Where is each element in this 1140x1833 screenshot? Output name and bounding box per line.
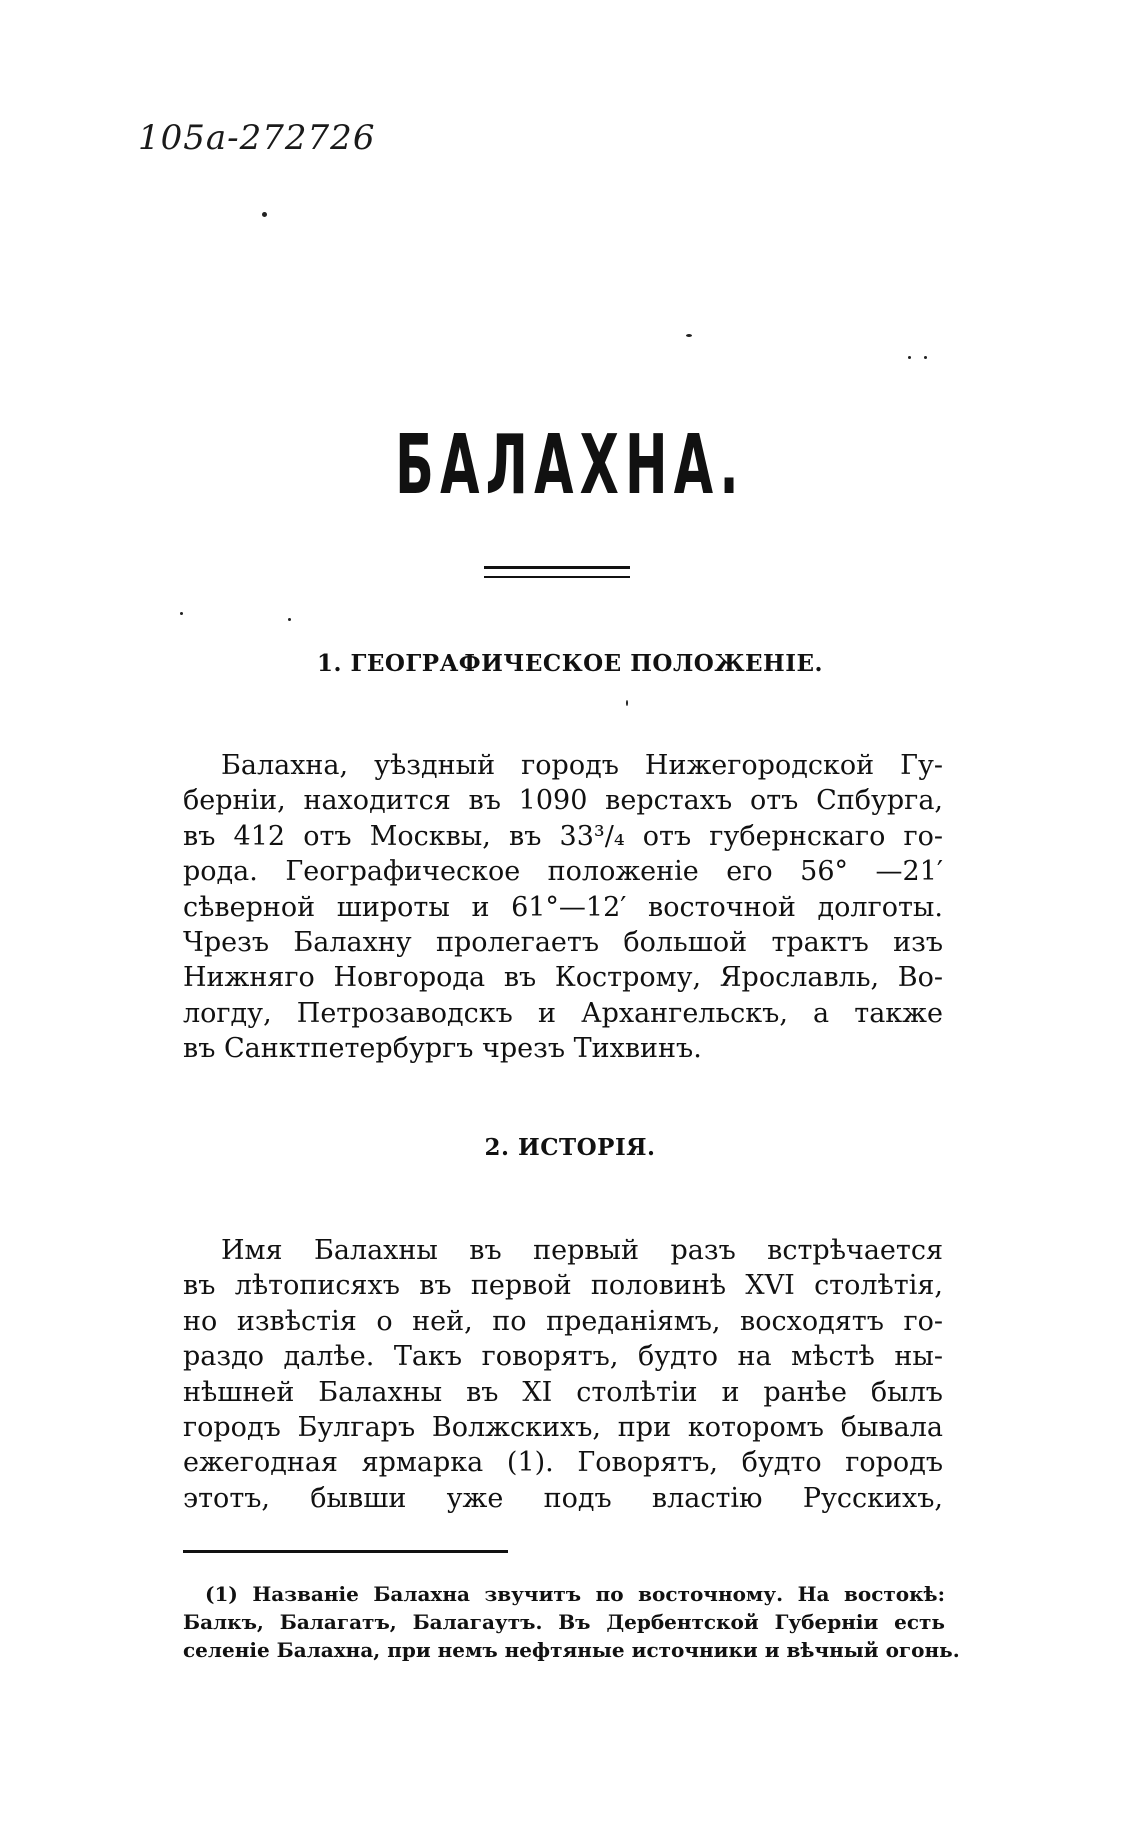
- section-heading-history: 2. ИСТОРІЯ.: [484, 1134, 656, 1161]
- section-heading-geography: 1. ГЕОГРАФИЧЕСКОЕ ПОЛОЖЕНІЕ.: [316, 650, 824, 677]
- text-line: Балахна, уѣздный городъ Нижегородской Гу-: [221, 750, 943, 781]
- text-line: Чрезъ Балахну пролегаетъ большой трактъ изъ: [183, 926, 943, 958]
- text-line: городъ Булгаръ Волжскихъ, при которомъ бывала: [183, 1411, 943, 1443]
- section-text-history: [183, 1233, 943, 1516]
- footnote-line: (1) Названіе Балахна звучитъ по восточному. На востокѣ:: [205, 1582, 945, 1606]
- ink-speck: [288, 618, 291, 621]
- section-text-geography: [183, 748, 943, 1067]
- text-line: нѣшней Балахны въ XI столѣтіи и ранѣе былъ: [183, 1376, 943, 1408]
- footnote-line: селеніе Балахна, при немъ нефтяные источники и вѣчный огонь.: [183, 1638, 960, 1662]
- ink-speck: [686, 334, 692, 337]
- text-line: рода. Географическое положеніе его 56° —21′: [183, 856, 943, 888]
- ink-speck: [626, 700, 628, 706]
- text-line: ежегодная ярмарка (1). Говорятъ, будто городъ: [183, 1447, 943, 1479]
- text-line: берніи, находится въ 1090 верстахъ отъ Спбурга,: [183, 785, 943, 817]
- text-line: но извѣстія о ней, по преданіямъ, восходятъ го-: [183, 1305, 943, 1337]
- text-line: въ Санктпетербургъ чрезъ Тихвинъ.: [183, 1033, 702, 1065]
- page-title: БАЛАХНА.: [395, 418, 745, 513]
- text-line: логду, Петрозаводскъ и Архангельскъ, а также: [183, 997, 943, 1029]
- footnote: [183, 1580, 960, 1664]
- text-line: раздо далѣе. Такъ говорятъ, будто на мѣстѣ ны-: [183, 1341, 943, 1373]
- ink-speck: [924, 356, 927, 359]
- text-line: Имя Балахны въ первый разъ встрѣчается: [221, 1235, 943, 1266]
- text-line: въ лѣтописяхъ въ первой половинѣ XVI столѣтія,: [183, 1270, 943, 1302]
- text-line: Нижняго Новгорода въ Кострому, Ярославль, Во-: [183, 962, 943, 994]
- title-double-rule: [484, 566, 630, 578]
- ink-speck: [180, 612, 183, 615]
- footnote-separator: [183, 1550, 508, 1553]
- footnote-line: Балкъ, Балагатъ, Балагаутъ. Въ Дербентской Губерніи есть: [183, 1610, 945, 1634]
- text-line: этотъ, бывши уже подъ властію Русскихъ,: [183, 1482, 943, 1514]
- text-line: въ 412 отъ Москвы, въ 33³/₄ отъ губернскаго го-: [183, 820, 943, 852]
- text-line: сѣверной широты и 61°—12′ восточной долготы.: [183, 891, 943, 923]
- ink-speck: [908, 356, 911, 359]
- ink-speck: [262, 212, 267, 217]
- handwritten-shelfmark: 105a-272726: [138, 118, 376, 158]
